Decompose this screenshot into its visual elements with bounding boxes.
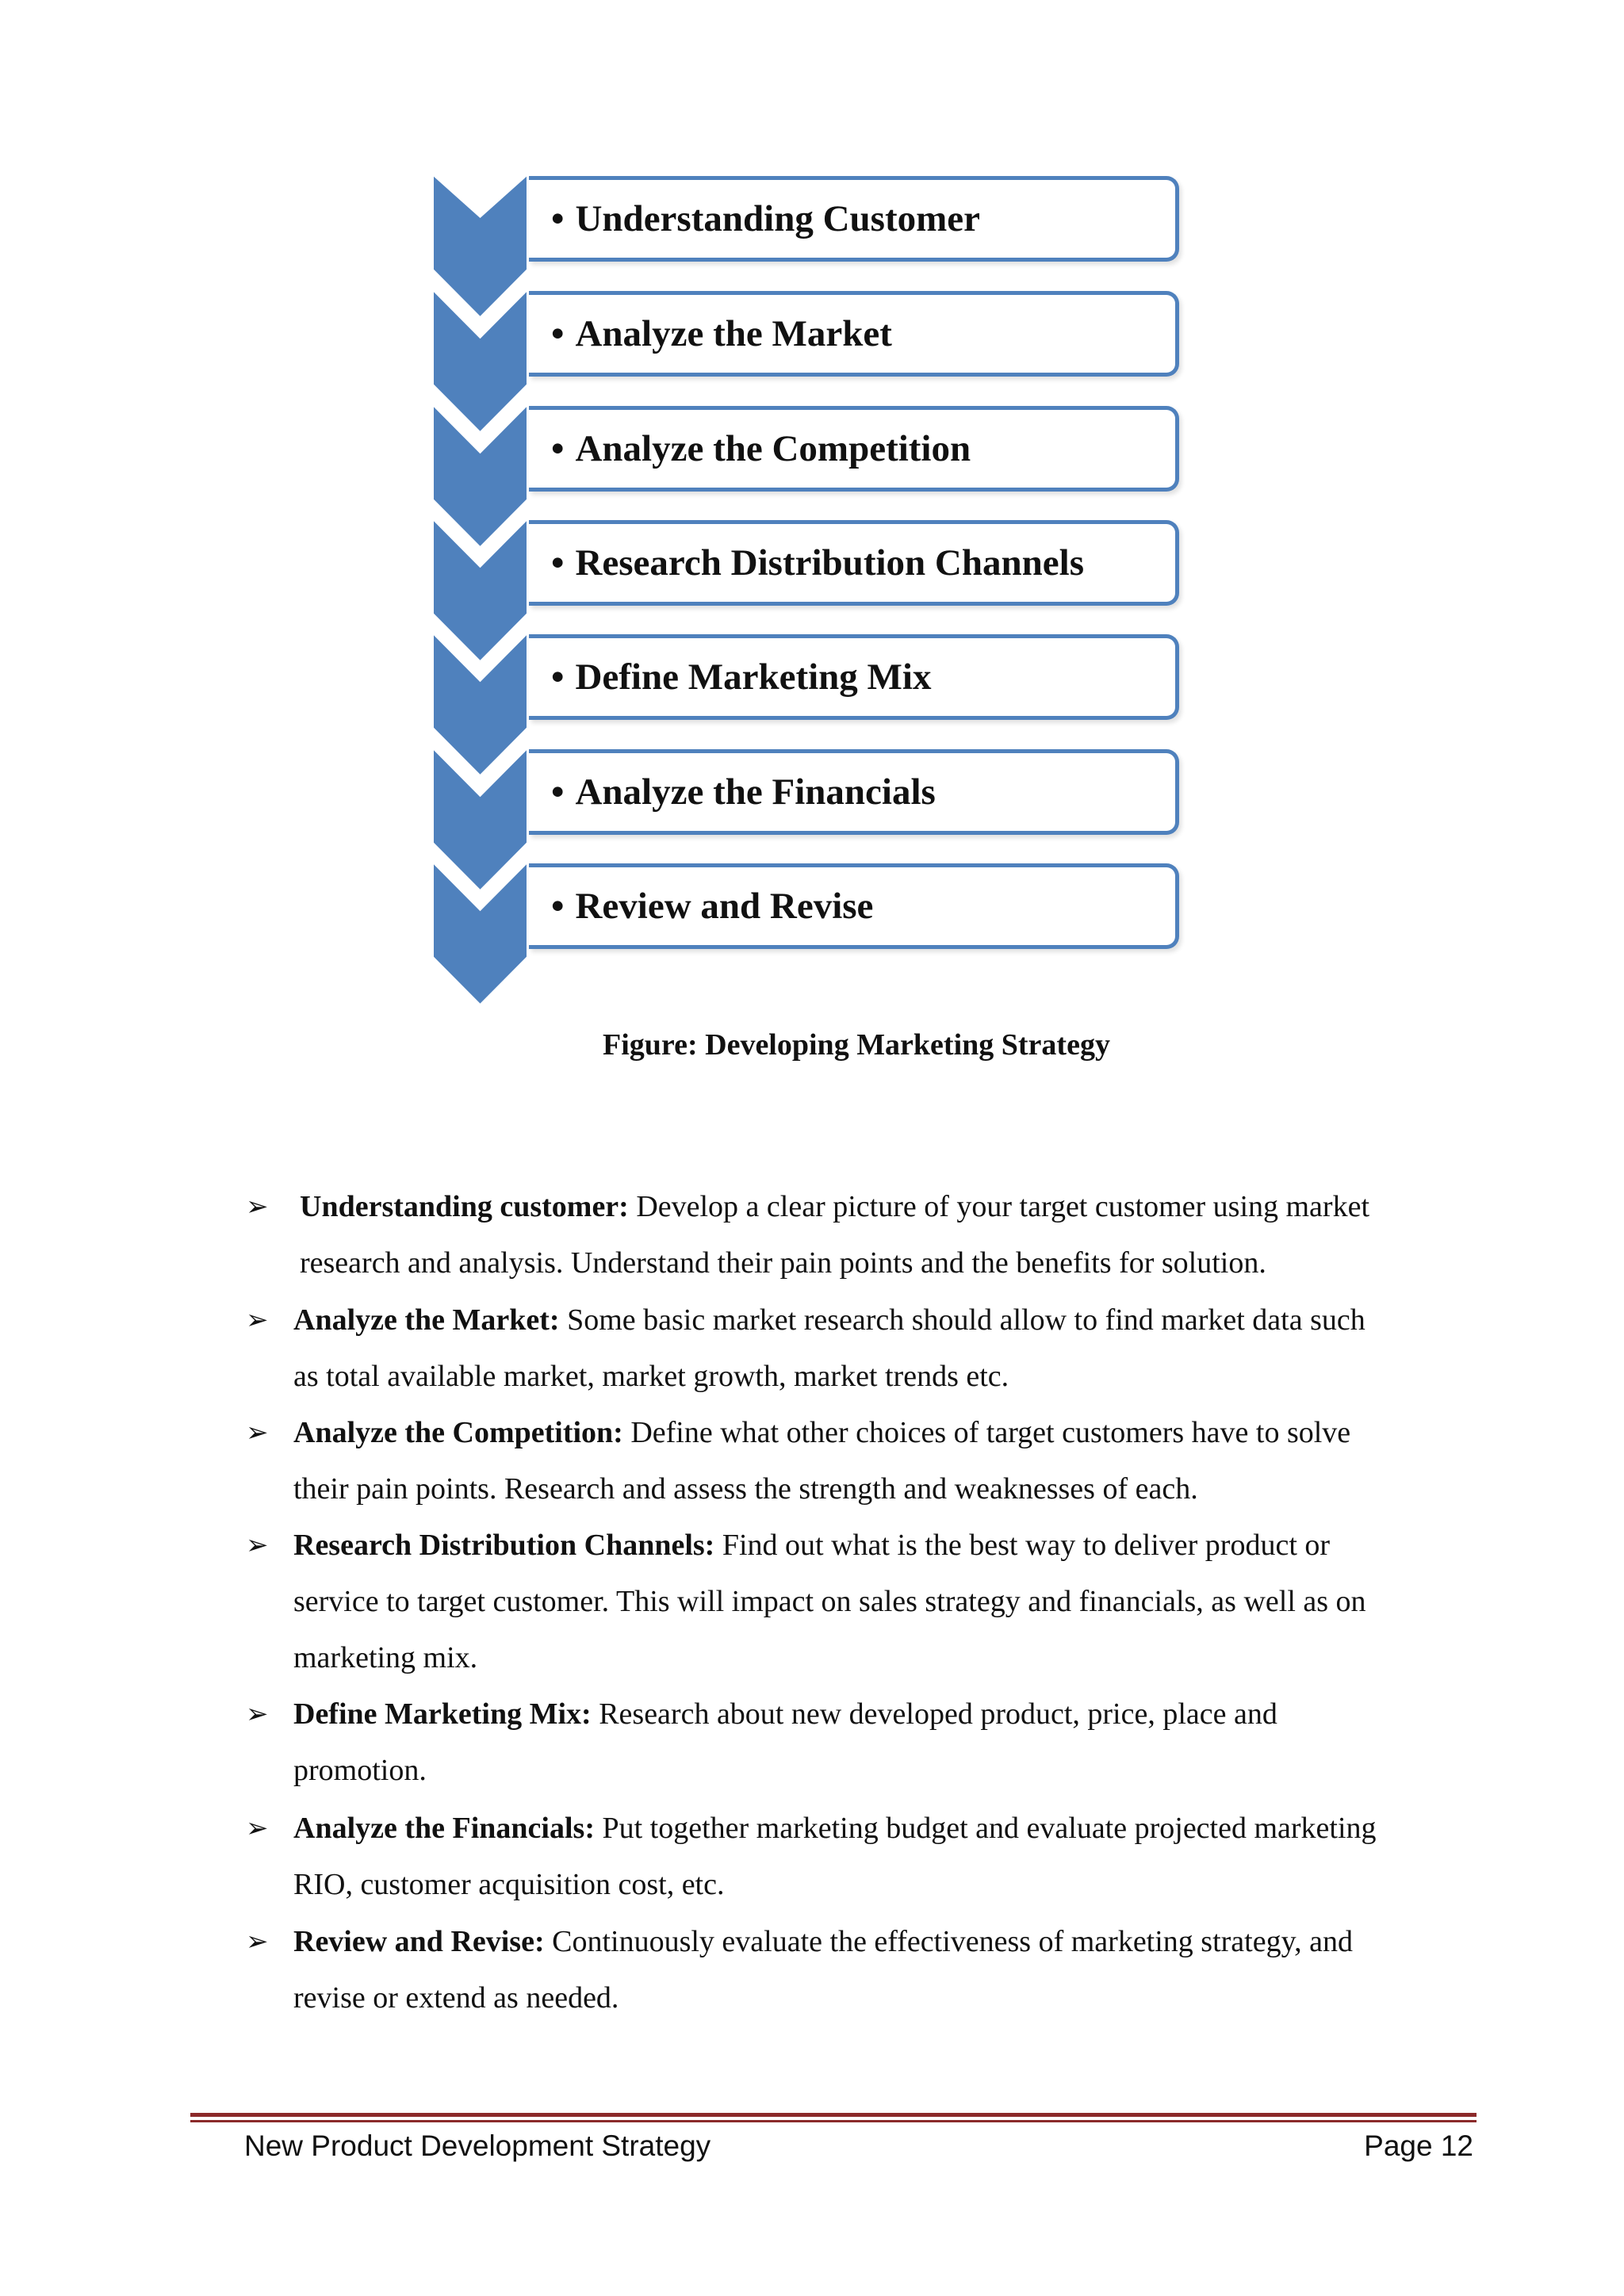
footer-rule — [190, 2113, 1477, 2117]
list-item-line — [293, 1405, 1350, 1461]
arrow-bullet-icon: ➢ — [246, 1529, 269, 1561]
step-bullet: • — [551, 198, 565, 239]
arrow-bullet-icon: ➢ — [246, 1304, 269, 1336]
step-box-analyze-market — [529, 291, 1179, 377]
footer-page-number: Page 12 — [1364, 2130, 1473, 2162]
footer-document-title: New Product Development Strategy — [244, 2130, 711, 2162]
list-item-line: their pain points. Research and assess the strength and weaknesses of each. — [293, 1472, 1198, 1506]
list-item-line: marketing mix. — [293, 1641, 478, 1674]
step-bullet: • — [551, 771, 565, 813]
list-item-line: service to target customer. This will impact on sales strategy and financials, as well as on — [293, 1585, 1366, 1618]
arrow-bullet-icon: ➢ — [246, 1812, 269, 1844]
step-label: Analyze the Competition — [575, 428, 971, 469]
list-item-text: Put together marketing budget and evaluate projected marketing — [602, 1812, 1377, 1845]
step-bullet: • — [551, 313, 565, 354]
list-item-line: revise or extend as needed. — [293, 1981, 619, 2015]
list-item-line — [293, 1292, 1365, 1349]
step-bullet: • — [551, 542, 565, 584]
list-item-term: Analyze the Competition: — [293, 1416, 623, 1449]
list-item-text: Research about new developed product, price, place and — [599, 1697, 1277, 1731]
step-box-analyze-financials — [529, 749, 1179, 835]
step-box-analyze-competition — [529, 406, 1179, 492]
step-bullet: • — [551, 428, 565, 469]
list-item-line: research and analysis. Understand their pain points and the benefits for solution. — [300, 1246, 1266, 1280]
arrow-bullet-icon: ➢ — [246, 1698, 269, 1730]
step-box-define-marketing-mix — [529, 634, 1179, 720]
list-item-term: Review and Revise: — [293, 1925, 545, 1958]
step-label: Analyze the Market — [575, 313, 892, 354]
chevron-column — [431, 171, 529, 1007]
list-item-line: promotion. — [293, 1754, 427, 1787]
list-item-term: Research Distribution Channels: — [293, 1529, 715, 1562]
list-item-text: Continuously evaluate the effectiveness of marketing strategy, and — [552, 1925, 1353, 1958]
list-item-term: Define Marketing Mix: — [293, 1697, 592, 1731]
footer-rule-thin — [190, 2120, 1477, 2122]
list-item-line: RIO, customer acquisition cost, etc. — [293, 1868, 725, 1901]
list-item-line — [300, 1179, 1457, 1235]
chevron-arrow — [431, 171, 529, 320]
list-item-line — [293, 1800, 1377, 1857]
list-item-line — [293, 1686, 1277, 1743]
step-label: Review and Revise — [575, 886, 874, 927]
list-item-line: as total available market, market growth, market trends etc. — [293, 1360, 1009, 1393]
list-item-term: Analyze the Market: — [293, 1303, 560, 1337]
arrow-bullet-icon: ➢ — [246, 1417, 269, 1448]
figure-caption: Figure: Developing Marketing Strategy — [603, 1028, 1110, 1062]
step-label: Define Marketing Mix — [575, 656, 932, 698]
list-item-text: Define what other choices of target customers have to solve — [630, 1416, 1351, 1449]
list-item-text: Develop a clear picture of your target customer using market — [636, 1190, 1370, 1223]
step-label: Analyze the Financials — [575, 771, 936, 813]
step-label: Understanding Customer — [575, 198, 980, 239]
list-item-term: Understanding customer: — [300, 1190, 629, 1223]
list-item-term: Analyze the Financials: — [293, 1812, 595, 1845]
step-bullet: • — [551, 656, 565, 698]
arrow-bullet-icon: ➢ — [246, 1191, 269, 1223]
list-item-line — [293, 1914, 1353, 1970]
step-bullet: • — [551, 886, 565, 927]
arrow-bullet-icon: ➢ — [246, 1926, 269, 1957]
step-box-understanding-customer — [529, 176, 1179, 262]
step-box-review-revise — [529, 863, 1179, 949]
step-label: Research Distribution Channels — [575, 542, 1084, 584]
list-item-line — [293, 1517, 1330, 1574]
list-item-text: Some basic market research should allow to find market data such — [567, 1303, 1365, 1337]
list-item-text: Find out what is the best way to deliver product or — [722, 1529, 1331, 1562]
step-box-research-distribution — [529, 520, 1179, 606]
